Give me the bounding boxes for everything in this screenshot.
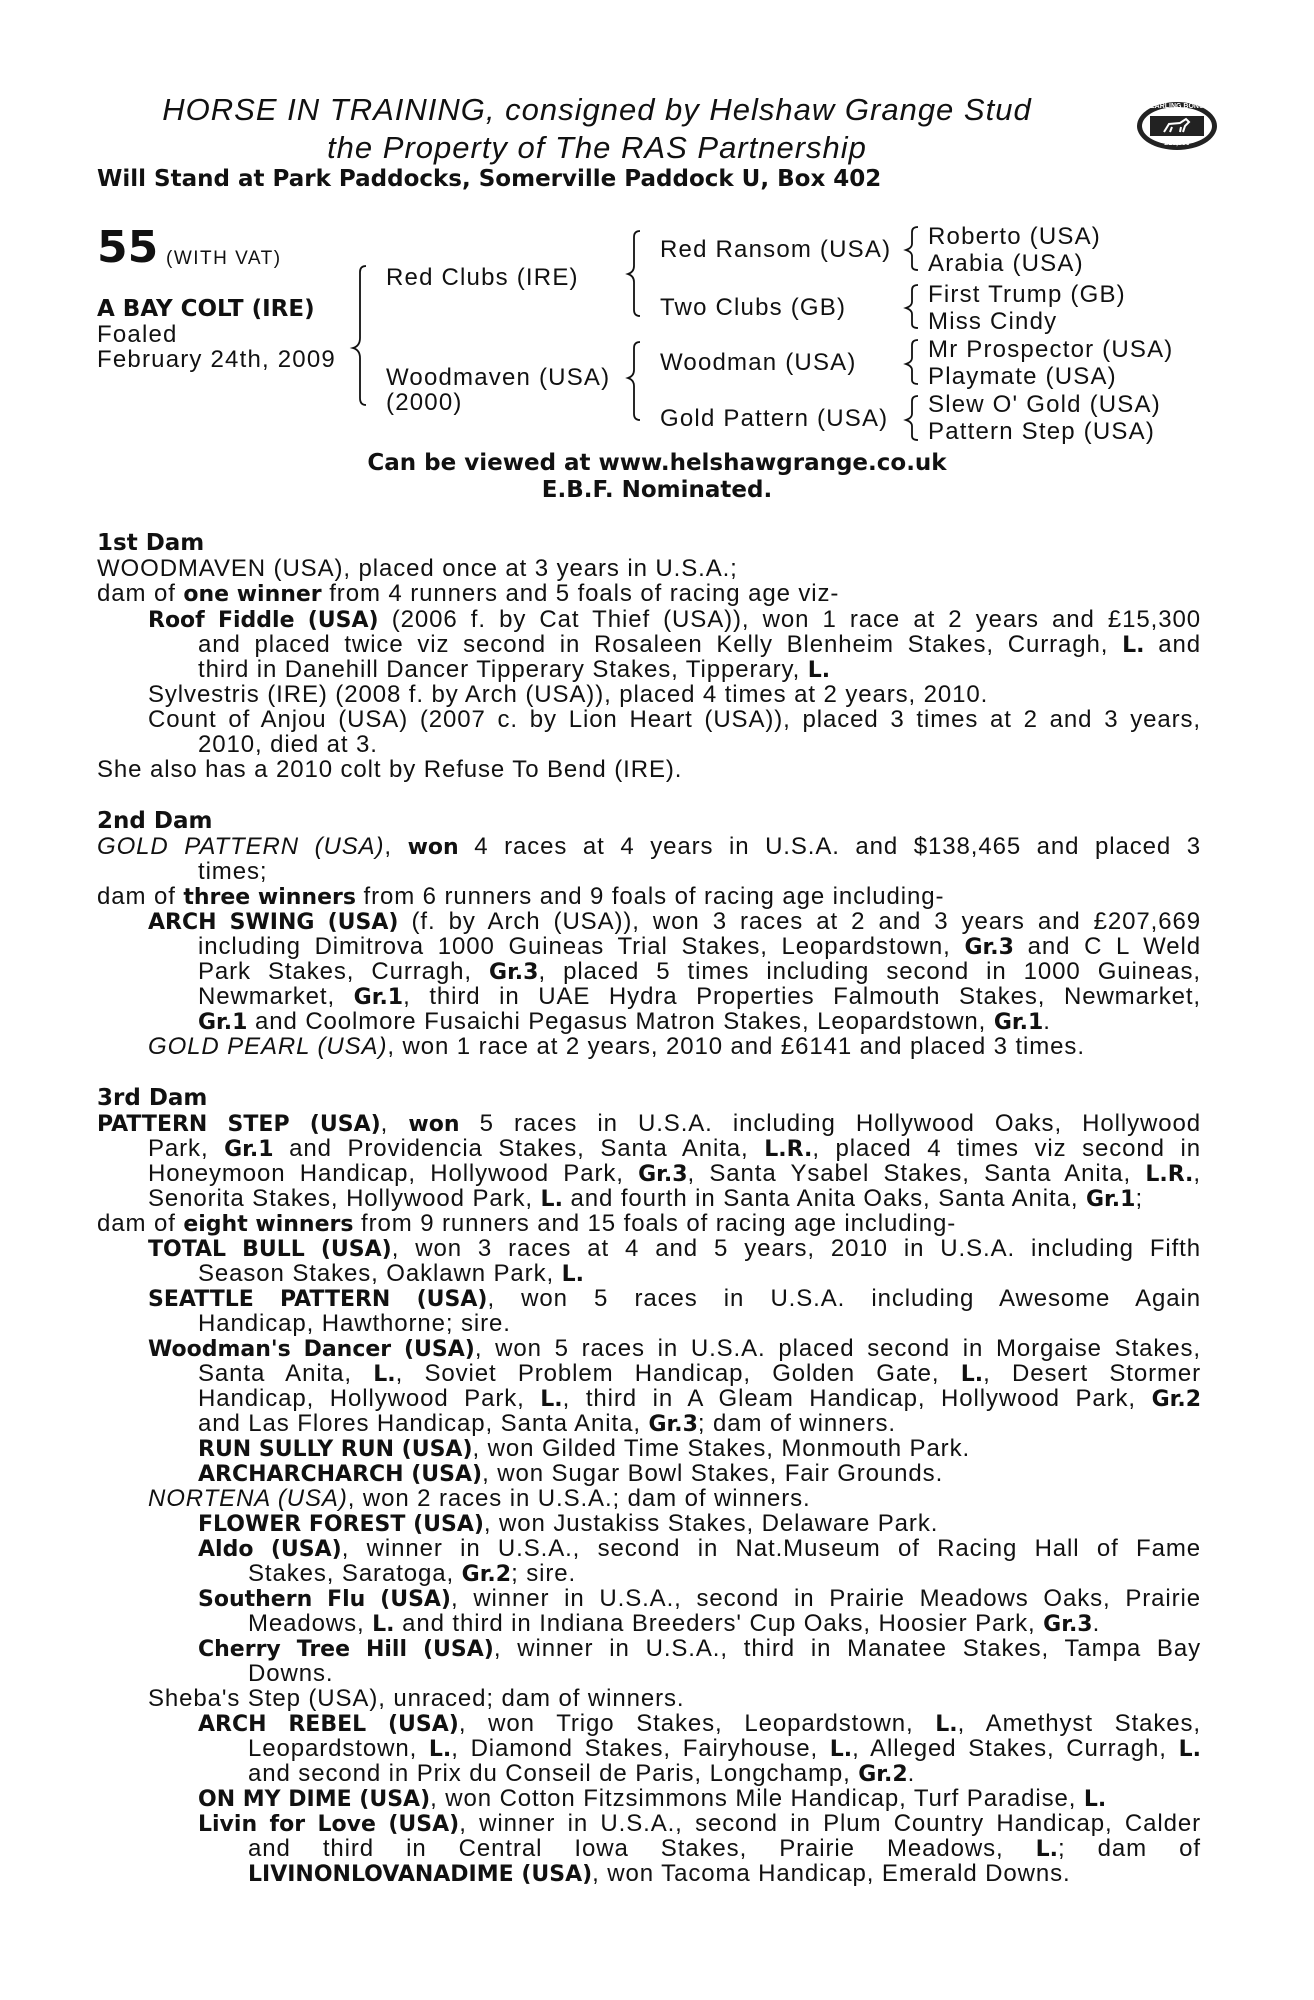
foaled-date: February 24th, 2009	[97, 346, 336, 373]
d3-p11: Gr.3	[638, 1162, 688, 1187]
d3-t2: , won 3 races at 4 and 5 years, 2010 in U.S.A. including Fifth	[391, 1235, 1202, 1262]
arch-swing: ARCH SWING (USA)	[148, 910, 399, 935]
pattern-step: PATTERN STEP (USA)	[97, 1112, 381, 1137]
d3-w6: L.	[960, 1362, 984, 1387]
dam1-line-3: She also has a 2010 colt by Refuse To Bend (IRE).	[97, 756, 683, 783]
d3-w8: Handicap, Hollywood Park,	[198, 1385, 541, 1412]
dam2-line-1	[97, 833, 1201, 861]
pattern-step-1	[97, 1110, 1201, 1138]
aldo-1	[198, 1535, 1201, 1563]
arch-swing-5	[198, 1008, 1051, 1036]
sire-sire: Red Ransom (USA)	[660, 236, 892, 263]
d3-lv4: L.	[1035, 1837, 1059, 1862]
d3-p2: ,	[380, 1110, 409, 1137]
dam2-a3: including Dimitrova 1000 Guineas Trial Stakes, Leopardstown,	[198, 933, 965, 960]
seattle-pattern-1	[148, 1285, 1201, 1313]
d3-s2: , won 5 races in U.S.A. including Awesome Again	[487, 1285, 1201, 1312]
foaled-label: Foaled	[97, 321, 178, 348]
d3-t3: Season Stakes, Oaklawn Park,	[198, 1260, 562, 1287]
d3-ac2: , won Sugar Bowl Stakes, Fair Grounds.	[482, 1460, 944, 1487]
dam2-a6: Park Stakes, Curragh,	[198, 958, 490, 985]
viewing-note: Can be viewed at www.helshawgrange.co.uk	[367, 450, 947, 476]
d3-sf5: and third in Indiana Breeders' Cup Oaks, Hoosier Park,	[394, 1610, 1044, 1637]
aldo: Aldo (USA)	[198, 1537, 342, 1562]
pattern-step-4	[148, 1185, 1143, 1213]
flower-forest-line	[198, 1510, 938, 1538]
d3-ar13: .	[907, 1760, 916, 1787]
d3-ar5: Leopardstown,	[248, 1735, 429, 1762]
dd-dam: Pattern Step (USA)	[928, 418, 1156, 445]
d3-lo2: , won Tacoma Handicap, Emerald Downs.	[592, 1860, 1071, 1887]
woodmans-dancer-1	[148, 1335, 1201, 1363]
d3-d1: dam of	[97, 1210, 184, 1237]
ds-sire: Mr Prospector (USA)	[928, 336, 1174, 363]
d3-ct2: , winner in U.S.A., third in Manatee Stakes, Tampa Bay	[493, 1635, 1201, 1662]
run-sully-run-line	[198, 1435, 970, 1463]
dam2-a2: (f. by Arch (USA)), won 3 races at 2 and 3 years and £207,669	[398, 908, 1201, 935]
d3-al5: ; sire.	[511, 1560, 577, 1587]
d3-lv3: and third in Central Iowa Stakes, Prairie Meadows,	[248, 1835, 1036, 1862]
d3-p10: Honeymoon Handicap, Hollywood Park,	[148, 1160, 639, 1187]
d3-om2: , won Cotton Fitzsimmons Mile Handicap, Turf Paradise,	[430, 1785, 1084, 1812]
lot-number: 55	[97, 222, 159, 273]
d3-w11: Gr.2	[1151, 1387, 1201, 1412]
livin-for-love-2	[248, 1835, 1201, 1863]
dam1-roof-fiddle-2	[198, 631, 1201, 659]
ebf-note: E.B.F. Nominated.	[541, 477, 773, 503]
dam2-a10: Gr.1	[353, 985, 404, 1010]
gold-pearl: GOLD PEARL (USA)	[148, 1033, 388, 1060]
d3-sf4: L.	[372, 1612, 395, 1637]
woodmans-dancer: Woodman's Dancer (USA)	[148, 1337, 475, 1362]
nortena: NORTENA (USA)	[148, 1485, 348, 1512]
dam1-r1d: L.	[1122, 633, 1145, 658]
flower-forest: FLOWER FOREST (USA)	[198, 1512, 484, 1537]
d3-ar2: , won Trigo Stakes, Leopardstown,	[458, 1710, 936, 1737]
d3-w14: ; dam of winners.	[697, 1410, 896, 1437]
d3-al2: , winner in U.S.A., second in Nat.Museum of Racing Hall of Fame	[341, 1535, 1201, 1562]
dam: Woodmaven (USA)	[386, 364, 611, 391]
d3-ff2: , won Justakiss Stakes, Delaware Park.	[483, 1510, 939, 1537]
dam2-a8: , placed 5 times including second in 1000 Guineas,	[538, 958, 1201, 985]
d3-p13: L.R.	[1145, 1162, 1194, 1187]
header-line-1: HORSE IN TRAINING, consigned by Helshaw Grange Stud	[162, 92, 1032, 127]
nortena-line	[148, 1485, 811, 1513]
dam2-line-1b: times;	[198, 858, 268, 885]
seattle-pattern: SEATTLE PATTERN (USA)	[148, 1287, 488, 1312]
d3-p9: , placed 4 times viz second in	[812, 1135, 1201, 1162]
pattern-step-3	[148, 1160, 1201, 1188]
d3-p12: , Santa Ysabel Stakes, Santa Anita,	[687, 1160, 1146, 1187]
d3-p3: won	[408, 1112, 460, 1137]
woodmans-dancer-4	[198, 1410, 896, 1438]
vat-note: (WITH VAT)	[166, 248, 282, 269]
d3-d2: eight winners	[183, 1212, 354, 1237]
dam-dam: Gold Pattern (USA)	[660, 405, 889, 432]
dam2-title: 2nd Dam	[97, 808, 213, 834]
sire-dam: Two Clubs (GB)	[660, 294, 847, 321]
sire: Red Clubs (IRE)	[386, 264, 579, 291]
d3-ar6: L.	[428, 1737, 452, 1762]
dam2-l1c: won	[407, 835, 459, 860]
header-line-3: Will Stand at Park Paddocks, Somerville Paddock U, Box 402	[97, 166, 882, 192]
cherry-tree-hill-1	[198, 1635, 1201, 1663]
d3-p5: Park,	[148, 1135, 225, 1162]
livinonlovanadime: LIVINONLOVANADIME (USA)	[248, 1862, 593, 1887]
d3-w9: L.	[540, 1387, 563, 1412]
aldo-2	[248, 1560, 576, 1588]
run-sully-run: RUN SULLY RUN (USA)	[198, 1437, 473, 1462]
sd-dam: Miss Cindy	[928, 308, 1058, 335]
d3-sf7: .	[1092, 1610, 1101, 1637]
on-my-dime: ON MY DIME (USA)	[198, 1787, 431, 1812]
d3-p14: ,	[1193, 1160, 1201, 1187]
d3-w3: Santa Anita,	[198, 1360, 374, 1387]
dam2-g2: , won 1 race at 2 years, 2010 and £6141 and placed 3 times.	[387, 1033, 1085, 1060]
archarcharch: ARCHARCHARCH (USA)	[198, 1462, 483, 1487]
livin-for-love-1	[198, 1810, 1201, 1838]
logo-bottom-text: £10,000	[1164, 140, 1190, 147]
dam1-line-1: WOODMAVEN (USA), placed once at 3 years in U.S.A.;	[97, 555, 738, 582]
woodmans-dancer-2	[198, 1360, 1201, 1388]
livin-for-love: Livin for Love (USA)	[198, 1812, 460, 1837]
gold-pearl-line	[148, 1033, 1085, 1061]
d3-p16: L.	[540, 1187, 563, 1212]
gold-pattern: GOLD PATTERN (USA)	[97, 833, 385, 860]
cherry-tree-hill: Cherry Tree Hill (USA)	[198, 1637, 494, 1662]
dam1-r1b: (2006 f. by Cat Thief (USA)), won 1 race at 2 years and £15,300	[378, 606, 1201, 633]
dam1-roof-fiddle-1	[148, 606, 1201, 634]
d3-p15: Senorita Stakes, Hollywood Park,	[148, 1185, 541, 1212]
d3-p4: 5 races in U.S.A. including Hollywood Oaks, Hollywood	[459, 1110, 1201, 1137]
d3-al3: Stakes, Saratoga,	[248, 1560, 462, 1587]
d3-p7: and Providencia Stakes, Santa Anita,	[273, 1135, 765, 1162]
d3-ar8: L.	[829, 1737, 853, 1762]
d3-al4: Gr.2	[461, 1562, 512, 1587]
d3-p18: Gr.1	[1086, 1187, 1136, 1212]
d3-rs2: , won Gilded Time Stakes, Monmouth Park.	[472, 1435, 971, 1462]
dam2-a15: .	[1043, 1008, 1051, 1035]
d3-ar7: , Diamond Stakes, Fairyhouse,	[451, 1735, 830, 1762]
dam2-l2c: from 6 runners and 9 foals of racing age including-	[355, 883, 945, 910]
total-bull-1	[148, 1235, 1201, 1263]
d3-ar3: L.	[935, 1712, 958, 1737]
roof-fiddle: Roof Fiddle (USA)	[148, 608, 379, 633]
dam2-l2a: dam of	[97, 883, 184, 910]
woodmans-dancer-3	[198, 1385, 1201, 1413]
d3-ar9: , Alleged Stakes, Curragh,	[852, 1735, 1179, 1762]
on-my-dime-line	[198, 1785, 1106, 1813]
shebas-step: Sheba's Step (USA), unraced; dam of winners.	[148, 1685, 685, 1712]
dam-year: (2000)	[386, 389, 463, 416]
dam1-title: 1st Dam	[97, 530, 205, 556]
dam2-a11: , third in UAE Hydra Properties Falmouth Stakes, Newmarket,	[403, 983, 1201, 1010]
cherry-tree-hill-2: Downs.	[248, 1660, 334, 1687]
d3-w4: L.	[373, 1362, 396, 1387]
dam1-l2c: from 4 runners and 5 foals of racing age viz-	[321, 580, 840, 607]
d3-ar4: , Amethyst Stakes,	[957, 1710, 1201, 1737]
dam2-a9: Newmarket,	[198, 983, 354, 1010]
d3-p8: L.R.	[764, 1137, 813, 1162]
southern-flu: Southern Flu (USA)	[198, 1587, 451, 1612]
d3-p19: ;	[1135, 1185, 1144, 1212]
d3-w7: , Desert Stormer	[983, 1360, 1201, 1387]
dam2-a12: Gr.1	[198, 1010, 248, 1035]
dam1-l2a: dam of	[97, 580, 184, 607]
total-bull-2	[198, 1260, 584, 1288]
logo-top-text: YEARLING BONUS	[1145, 103, 1209, 110]
dam3-title: 3rd Dam	[97, 1085, 208, 1111]
southern-flu-2	[248, 1610, 1100, 1638]
dam2-a5: and C L Weld	[1013, 933, 1201, 960]
arch-rebel-1	[198, 1710, 1201, 1738]
dam-sire: Woodman (USA)	[660, 349, 857, 376]
livinonlovanadime-line	[248, 1860, 1071, 1888]
header-line-2: the Property of The RAS Partnership	[327, 130, 867, 165]
d3-sf2: , winner in U.S.A., second in Prairie Meadows Oaks, Prairie	[451, 1585, 1201, 1612]
dam1-r1c: and placed twice viz second in Rosaleen Kelly Blenheim Stakes, Curragh,	[198, 631, 1123, 658]
pattern-step-2	[148, 1135, 1201, 1163]
d3-sf3: Meadows,	[248, 1610, 373, 1637]
d3-t4: L.	[561, 1262, 584, 1287]
ds-dam: Playmate (USA)	[928, 363, 1117, 390]
d3-d3: from 9 runners and 15 foals of racing age including-	[353, 1210, 957, 1237]
d3-ar11: and second in Prix du Conseil de Paris, Longchamp,	[248, 1760, 859, 1787]
sd-sire: First Trump (GB)	[928, 281, 1126, 308]
dam1-line-2	[97, 580, 839, 608]
arch-rebel: ARCH REBEL (USA)	[198, 1712, 459, 1737]
southern-flu-1	[198, 1585, 1201, 1613]
d3-p17: and fourth in Santa Anita Oaks, Santa Anita,	[562, 1185, 1086, 1212]
dam2-l2b: three winners	[183, 885, 356, 910]
arch-rebel-3	[248, 1760, 915, 1788]
d3-lv5: ; dam of	[1058, 1835, 1201, 1862]
dam1-l2b: one winner	[183, 582, 322, 607]
dam2-l1d: 4 races at 4 years in U.S.A. and $138,465 and placed 3	[458, 833, 1201, 860]
arch-swing-4	[198, 983, 1201, 1011]
dam1-r1g: L.	[807, 658, 831, 683]
archarcharch-line	[198, 1460, 943, 1488]
arch-swing-1	[148, 908, 1201, 936]
d3-sf6: Gr.3	[1043, 1612, 1093, 1637]
d3-om3: L.	[1083, 1787, 1107, 1812]
total-bull: TOTAL BULL (USA)	[148, 1237, 392, 1262]
dam1-sylvestris: Sylvestris (IRE) (2008 f. by Arch (USA)), placed 4 times at 2 years, 2010.	[148, 681, 989, 708]
d3-w12: and Las Flores Handicap, Santa Anita,	[198, 1410, 649, 1437]
d3-lv2: , winner in U.S.A., second in Plum Country Handicap, Calder	[459, 1810, 1202, 1837]
arch-swing-3	[198, 958, 1201, 986]
dam1-r1e: and	[1144, 631, 1201, 658]
lot-title: A BAY COLT (IRE)	[97, 296, 315, 322]
dam2-a4: Gr.3	[964, 935, 1014, 960]
ss-dam: Arabia (USA)	[928, 250, 1084, 277]
seattle-pattern-2: Handicap, Hawthorne; sire.	[198, 1310, 511, 1337]
d3-p6: Gr.1	[224, 1137, 274, 1162]
dam2-a13: and Coolmore Fusaichi Pegasus Matron Stakes, Leopardstown,	[247, 1008, 994, 1035]
arch-swing-2	[198, 933, 1201, 961]
d3-ar12: Gr.2	[858, 1762, 908, 1787]
dam2-line-2	[97, 883, 944, 911]
dam3-dam-of	[97, 1210, 956, 1238]
dam1-r1f: third in Danehill Dancer Tipperary Stakes, Tipperary,	[198, 656, 808, 683]
d3-w5: , Soviet Problem Handicap, Golden Gate,	[395, 1360, 961, 1387]
dam1-roof-fiddle-3	[198, 656, 830, 684]
dam1-count-of-anjou-2: 2010, died at 3.	[198, 731, 378, 758]
arch-rebel-2	[248, 1735, 1201, 1763]
dam1-count-of-anjou-1: Count of Anjou (USA) (2007 c. by Lion Heart (USA)), placed 3 times at 2 and 3 years,	[148, 706, 1201, 733]
d3-w13: Gr.3	[648, 1412, 698, 1437]
d3-n2: , won 2 races in U.S.A.; dam of winners.	[347, 1485, 811, 1512]
dd-sire: Slew O' Gold (USA)	[928, 391, 1161, 418]
dam2-l1b: ,	[384, 833, 408, 860]
dam2-a7: Gr.3	[489, 960, 539, 985]
d3-w10: , third in A Gleam Handicap, Hollywood Park,	[562, 1385, 1152, 1412]
dam2-a14: Gr.1	[993, 1010, 1044, 1035]
d3-ar10: L.	[1178, 1737, 1201, 1762]
d3-w2: , won 5 races in U.S.A. placed second in Morgaise Stakes,	[474, 1335, 1201, 1362]
ss-sire: Roberto (USA)	[928, 223, 1101, 250]
